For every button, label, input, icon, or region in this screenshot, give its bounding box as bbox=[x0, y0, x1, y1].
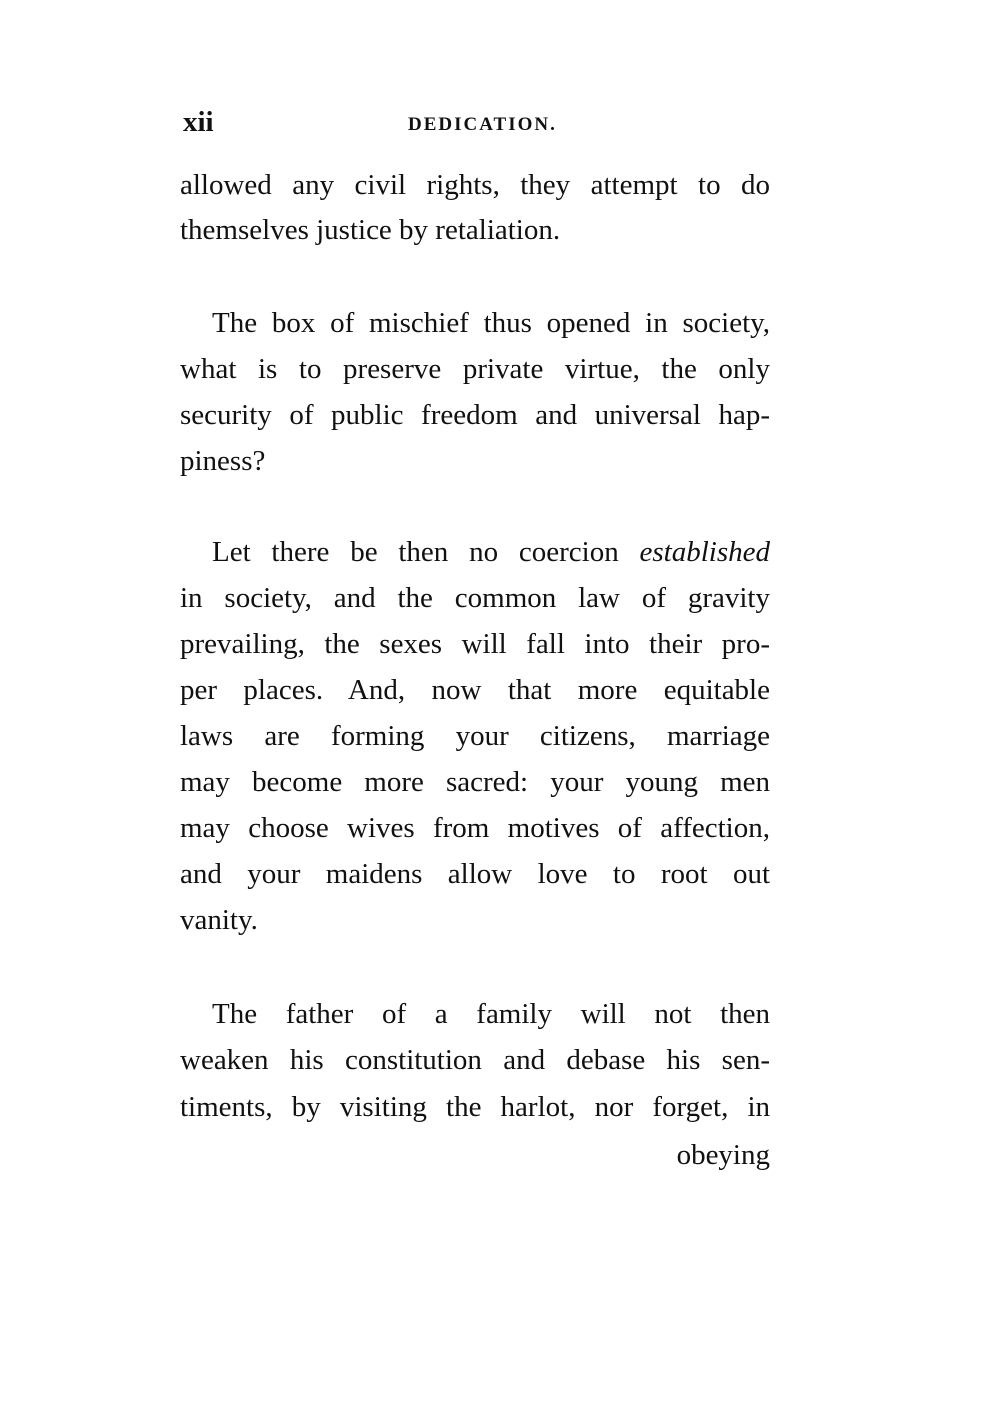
text-line: allowed any civil rights, they attempt to do bbox=[180, 169, 770, 201]
text-line: The box of mischief thus opened in society, bbox=[212, 307, 770, 339]
text-line: piness? bbox=[180, 445, 266, 477]
text-line: and your maidens allow love to root out bbox=[180, 858, 770, 890]
text-line: may become more sacred: your young men bbox=[180, 766, 770, 798]
text-line: prevailing, the sexes will fall into their pro- bbox=[180, 628, 770, 660]
text-line: themselves justice by retaliation. bbox=[180, 214, 561, 246]
text-line: security of public freedom and universal hap- bbox=[180, 399, 770, 431]
catchword: obeying bbox=[676, 1139, 770, 1171]
text-line: timents, by visiting the harlot, nor forget, in bbox=[180, 1091, 770, 1123]
text-line: per places. And, now that more equitable bbox=[180, 674, 770, 706]
running-head: DEDICATION. bbox=[408, 114, 557, 135]
text-line-with-italic bbox=[212, 532, 770, 572]
page-header bbox=[183, 104, 773, 140]
text-line: what is to preserve private virtue, the only bbox=[180, 353, 770, 385]
text-line: The father of a family will not then bbox=[212, 998, 770, 1030]
text-segment: Let there be then no coercion bbox=[212, 536, 619, 568]
text-line: may choose wives from motives of affection, bbox=[180, 812, 770, 844]
text-line: in society, and the common law of gravity bbox=[180, 582, 770, 614]
text-line: weaken his constitution and debase his sen- bbox=[180, 1044, 770, 1076]
text-line: vanity. bbox=[180, 904, 258, 936]
page-number: xii bbox=[183, 106, 214, 138]
italic-word: established bbox=[639, 536, 770, 568]
text-line: laws are forming your citizens, marriage bbox=[180, 720, 770, 752]
